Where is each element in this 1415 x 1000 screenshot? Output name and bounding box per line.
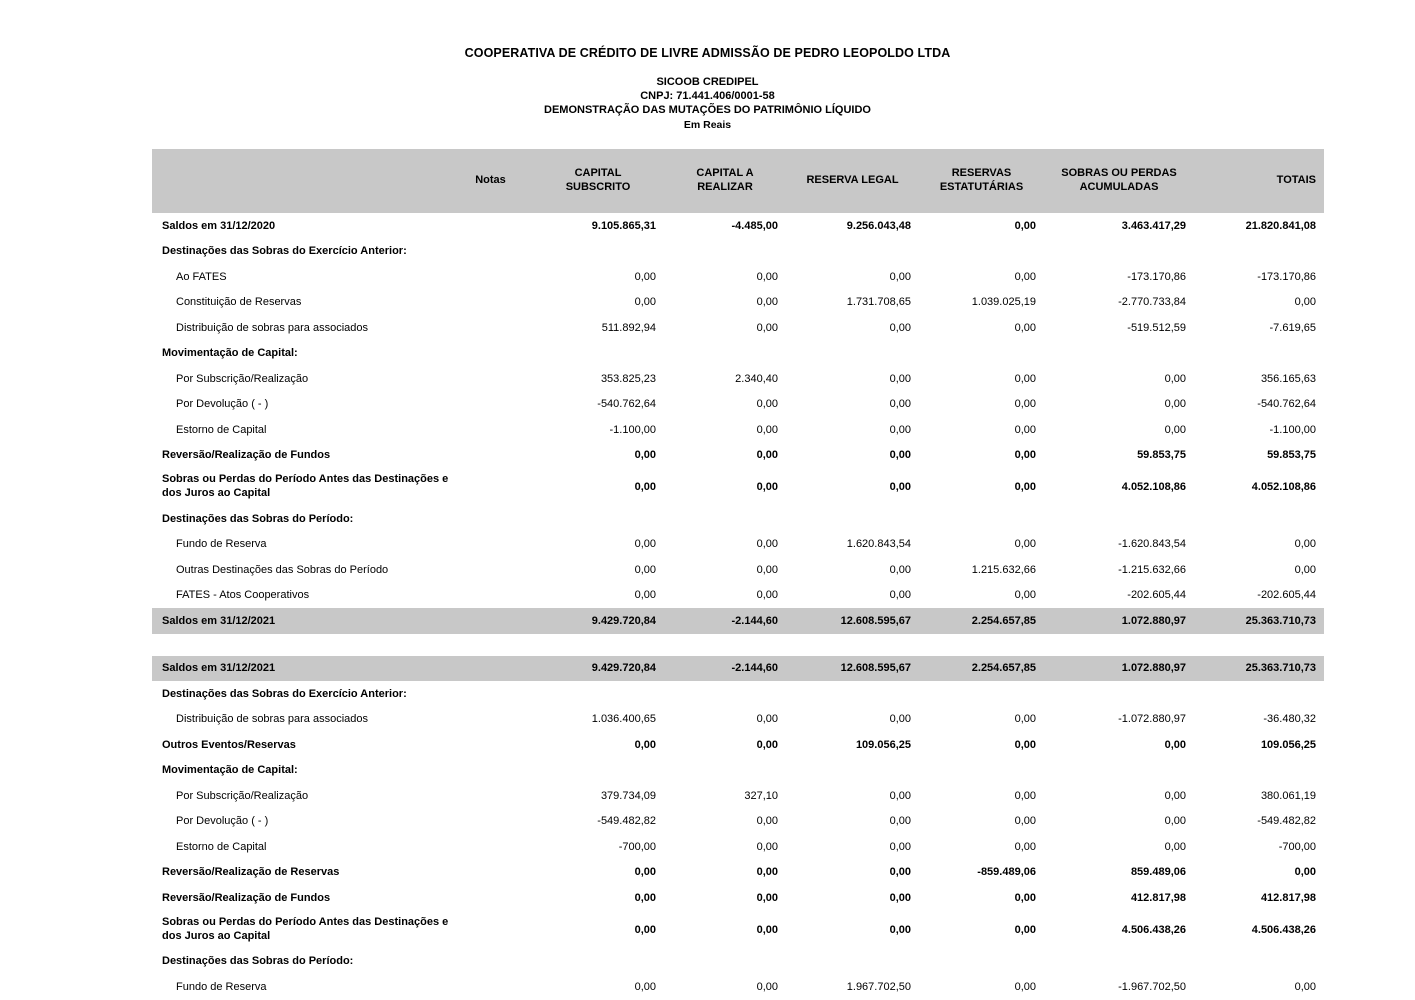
row-notas <box>457 557 532 583</box>
row-value: 0,00 <box>1014 398 1036 411</box>
row-value: 0,00 <box>756 815 778 828</box>
row-value: 379.734,09 <box>600 789 656 802</box>
row-value: 356.165,63 <box>1260 372 1316 385</box>
row-value: -173.170,86 <box>1127 270 1186 283</box>
col-header-capital-a-realizar-l2: REALIZAR <box>697 181 753 193</box>
row-value: 0,00 <box>756 423 778 436</box>
row-label: Destinações das Sobras do Período: <box>162 955 354 968</box>
row-value: 0,00 <box>1014 713 1036 726</box>
row-notas <box>457 392 532 418</box>
row-value <box>532 758 664 784</box>
row-value: 412.817,98 <box>1260 891 1316 904</box>
row-value: 0,00 <box>1014 538 1036 551</box>
table-row <box>152 264 1324 290</box>
row-value: 511.892,94 <box>601 321 656 334</box>
row-value: 859.489,06 <box>1130 866 1186 879</box>
row-value: 0,00 <box>889 891 911 904</box>
row-value: 0,00 <box>756 866 778 879</box>
row-notas <box>457 732 532 758</box>
row-value: -2.144,60 <box>664 608 786 634</box>
row-value <box>664 506 786 532</box>
row-value <box>1194 506 1324 532</box>
row-value: 0,00 <box>756 296 778 309</box>
row-value: 0,00 <box>889 563 911 576</box>
row-value: 0,00 <box>1014 840 1036 853</box>
row-value: -4.485,00 <box>731 219 778 232</box>
row-value: 0,00 <box>1164 789 1186 802</box>
row-value: 0,00 <box>634 481 656 493</box>
row-label: Distribuição de sobras para associados <box>176 321 368 334</box>
row-value: 0,00 <box>1014 923 1036 936</box>
row-value: -1.215.632,66 <box>1118 563 1186 576</box>
row-notas <box>457 949 532 975</box>
row-value: 0,00 <box>1014 449 1036 462</box>
row-value: 0,00 <box>889 840 911 853</box>
row-label: Por Devolução ( - ) <box>176 815 269 828</box>
row-value <box>532 341 664 367</box>
row-value: 0,00 <box>1164 815 1186 828</box>
row-value: 0,00 <box>889 815 911 828</box>
row-value: -36.480,32 <box>1263 713 1316 726</box>
row-value: 0,00 <box>756 891 778 904</box>
table-row <box>152 315 1324 341</box>
row-value: -700,00 <box>1278 840 1316 853</box>
row-notas <box>457 681 532 707</box>
row-value <box>786 949 919 975</box>
table-row <box>152 809 1324 835</box>
row-value <box>786 506 919 532</box>
row-value: 412.817,98 <box>1130 891 1186 904</box>
row-value: -7.619,65 <box>1269 321 1316 334</box>
table-header <box>152 149 1324 213</box>
table-row <box>152 834 1324 860</box>
row-value: 0,00 <box>634 923 656 936</box>
row-value: 9.105.865,31 <box>591 219 656 232</box>
row-value <box>919 681 1044 707</box>
row-notas <box>457 213 532 239</box>
row-value <box>1044 341 1194 367</box>
row-value: 1.731.708,65 <box>846 296 911 309</box>
row-value: 0,00 <box>1164 372 1186 385</box>
row-value <box>919 949 1044 975</box>
row-notas <box>457 264 532 290</box>
row-value: 25.363.710,73 <box>1194 608 1324 634</box>
row-notas <box>457 443 532 469</box>
table-row <box>152 707 1324 733</box>
table-row <box>152 557 1324 583</box>
row-value <box>786 681 919 707</box>
row-value <box>1044 239 1194 265</box>
row-notas <box>457 885 532 911</box>
row-label: Constituição de Reservas <box>176 296 302 309</box>
col-header-capital-a-realizar-l1: CAPITAL A <box>696 167 754 180</box>
col-header-sobras-perdas-acumuladas <box>1044 149 1194 213</box>
table-row <box>152 506 1324 532</box>
row-notas <box>457 583 532 609</box>
table-body <box>152 213 1324 1000</box>
row-label: Estorno de Capital <box>176 840 267 853</box>
row-value: -549.482,82 <box>1257 815 1316 828</box>
row-value: 0,00 <box>889 449 911 462</box>
row-value: -540.762,64 <box>1257 398 1316 411</box>
row-value: 327,10 <box>744 789 778 802</box>
table-row <box>152 468 1324 506</box>
row-label: Ao FATES <box>176 270 227 283</box>
row-value: 1.072.880,97 <box>1044 656 1194 682</box>
row-value: -2.770.733,84 <box>1118 296 1186 309</box>
row-value: 1.072.880,97 <box>1044 608 1194 634</box>
row-value <box>919 506 1044 532</box>
brand-name: SICOOB CREDIPEL <box>656 76 759 88</box>
statement-title: DEMONSTRAÇÃO DAS MUTAÇÕES DO PATRIMÔNIO LÍQUIDO <box>544 104 871 116</box>
row-notas <box>457 911 532 949</box>
cnpj-line: CNPJ: 71.441.406/0001-58 <box>640 90 775 102</box>
row-value <box>1194 239 1324 265</box>
row-value: -1.967.702,50 <box>1118 980 1186 993</box>
row-value: -859.489,06 <box>977 866 1036 879</box>
row-notas <box>457 707 532 733</box>
row-value: -1.620.843,54 <box>1118 538 1186 551</box>
row-value: 0,00 <box>756 923 778 936</box>
row-value: 0,00 <box>756 589 778 602</box>
row-value: 0,00 <box>1014 219 1036 232</box>
row-value: -549.482,82 <box>597 815 656 828</box>
row-value: 0,00 <box>889 923 911 936</box>
row-value: 0,00 <box>756 713 778 726</box>
row-value <box>919 239 1044 265</box>
col-header-capital-subscrito-l2: SUBSCRITO <box>565 181 631 193</box>
row-value: 0,00 <box>889 589 911 602</box>
row-value: 0,00 <box>1014 372 1036 385</box>
row-value <box>664 758 786 784</box>
row-value <box>1044 506 1194 532</box>
row-value <box>532 681 664 707</box>
row-value: 0,00 <box>756 840 778 853</box>
row-value: -202.605,44 <box>1127 589 1186 602</box>
row-label: Reversão/Realização de Reservas <box>162 866 340 879</box>
row-value <box>664 681 786 707</box>
row-value: 0,00 <box>756 980 778 993</box>
table-row <box>152 783 1324 809</box>
row-label: Saldos em 31/12/2020 <box>162 219 276 232</box>
row-label: Outras Destinações das Sobras do Período <box>176 563 389 576</box>
row-value: -202.605,44 <box>1257 589 1316 602</box>
col-header-totais: TOTAIS <box>1194 149 1324 213</box>
row-value: 353.825,23 <box>600 372 656 385</box>
row-label: Reversão/Realização de Fundos <box>162 891 331 904</box>
row-label: Reversão/Realização de Fundos <box>162 449 331 462</box>
row-value: 9.429.720,84 <box>532 608 664 634</box>
table-row <box>152 366 1324 392</box>
col-header-reserva-legal: RESERVA LEGAL <box>786 149 919 213</box>
row-value: 0,00 <box>634 891 656 904</box>
row-value: -1.100,00 <box>609 423 656 436</box>
row-notas <box>457 783 532 809</box>
row-value: 0,00 <box>634 563 656 576</box>
table-row <box>152 949 1324 975</box>
row-value <box>664 949 786 975</box>
row-notas <box>457 239 532 265</box>
row-value: 109.056,25 <box>855 738 911 751</box>
col-header-blank <box>152 149 457 213</box>
table-row <box>152 290 1324 316</box>
row-value: 9.429.720,84 <box>532 656 664 682</box>
row-notas <box>457 468 532 506</box>
row-value <box>532 239 664 265</box>
row-value: 1.620.843,54 <box>846 538 911 551</box>
row-notas <box>457 315 532 341</box>
row-notas <box>457 860 532 886</box>
table-spacer-row <box>152 634 1324 656</box>
row-value: 0,00 <box>889 713 911 726</box>
col-header-capital-a-realizar <box>664 149 786 213</box>
row-value <box>786 239 919 265</box>
row-value <box>1194 681 1324 707</box>
row-value: 0,00 <box>634 296 656 309</box>
row-value: 0,00 <box>1294 538 1316 551</box>
row-value: 3.463.417,29 <box>1121 219 1186 232</box>
row-value: 12.608.595,67 <box>786 608 919 634</box>
table-row <box>152 974 1324 1000</box>
row-value: 0,00 <box>756 481 778 493</box>
row-notas <box>457 417 532 443</box>
col-header-sobras-perdas-acumuladas-l2: ACUMULADAS <box>1079 181 1159 193</box>
row-value: -700,00 <box>618 840 656 853</box>
row-label: Saldos em 31/12/2021 <box>152 608 457 634</box>
row-value: 25.363.710,73 <box>1194 656 1324 682</box>
row-value: 2.340,40 <box>735 372 778 385</box>
row-value: 0,00 <box>1164 840 1186 853</box>
row-label: Outros Eventos/Reservas <box>162 738 296 751</box>
row-value: 0,00 <box>889 398 911 411</box>
table-row <box>152 532 1324 558</box>
document-header <box>0 0 1415 131</box>
row-value: 21.820.841,08 <box>1245 219 1316 232</box>
row-value: -540.762,64 <box>597 398 656 411</box>
row-value <box>532 506 664 532</box>
row-value: 0,00 <box>756 538 778 551</box>
row-label: FATES - Atos Cooperativos <box>176 589 310 602</box>
table-row <box>152 239 1324 265</box>
col-header-reservas-estatutarias <box>919 149 1044 213</box>
row-notas <box>457 656 532 682</box>
row-label: Destinações das Sobras do Período: <box>162 512 354 525</box>
table-row <box>152 860 1324 886</box>
row-value: 0,00 <box>889 423 911 436</box>
row-value: 4.506.438,26 <box>1121 923 1186 936</box>
row-value: 1.036.400,65 <box>591 713 656 726</box>
row-value: 0,00 <box>1294 563 1316 576</box>
row-value <box>1194 341 1324 367</box>
row-value <box>1044 758 1194 784</box>
row-value: 0,00 <box>1014 321 1036 334</box>
row-value: 109.056,25 <box>1260 738 1316 751</box>
row-value: 0,00 <box>1014 815 1036 828</box>
table-row <box>152 681 1324 707</box>
row-value: 0,00 <box>1014 270 1036 283</box>
row-value: 4.052.108,86 <box>1121 481 1186 493</box>
row-value: 0,00 <box>634 866 656 879</box>
row-label: Distribuição de sobras para associados <box>176 713 368 726</box>
row-value <box>1044 949 1194 975</box>
row-value <box>786 341 919 367</box>
row-value: 0,00 <box>1294 296 1316 309</box>
row-value: 0,00 <box>634 980 656 993</box>
row-value: 2.254.657,85 <box>919 656 1044 682</box>
row-notas <box>457 809 532 835</box>
table-row <box>152 656 1324 682</box>
row-value: 0,00 <box>889 481 911 493</box>
col-header-capital-subscrito-l1: CAPITAL <box>574 167 622 180</box>
row-value <box>532 949 664 975</box>
row-notas <box>457 758 532 784</box>
row-value: 0,00 <box>889 321 911 334</box>
table-row <box>152 341 1324 367</box>
row-notas <box>457 532 532 558</box>
row-value: 0,00 <box>634 589 656 602</box>
row-label: Sobras ou Perdas do Período Antes das Destinações e dos Juros ao Capital <box>162 473 449 499</box>
row-value <box>786 758 919 784</box>
row-value: 4.506.438,26 <box>1251 923 1316 936</box>
row-notas <box>457 341 532 367</box>
row-value: 0,00 <box>1014 738 1036 751</box>
row-label: Destinações das Sobras do Exercício Anterior: <box>162 687 407 700</box>
row-value: 0,00 <box>634 270 656 283</box>
row-value: 0,00 <box>889 866 911 879</box>
col-header-notas: Notas <box>457 149 532 213</box>
row-label: Destinações das Sobras do Exercício Anterior: <box>162 245 407 258</box>
row-value: 1.215.632,66 <box>971 563 1036 576</box>
row-label: Por Devolução ( - ) <box>176 398 269 411</box>
row-notas <box>457 608 532 634</box>
row-notas <box>457 834 532 860</box>
row-value <box>919 341 1044 367</box>
row-notas <box>457 506 532 532</box>
table-row <box>152 583 1324 609</box>
row-label: Sobras ou Perdas do Período Antes das Destinações e dos Juros ao Capital <box>162 915 449 942</box>
row-value: 2.254.657,85 <box>919 608 1044 634</box>
row-value: 0,00 <box>634 538 656 551</box>
row-label: Por Subscrição/Realização <box>176 372 309 385</box>
row-value: -1.100,00 <box>1269 423 1316 436</box>
row-value: -2.144,60 <box>664 656 786 682</box>
row-value: 0,00 <box>1294 866 1316 879</box>
row-value <box>664 239 786 265</box>
row-label: Fundo de Reserva <box>176 980 267 993</box>
row-value: 4.052.108,86 <box>1251 481 1316 493</box>
row-label: Movimentação de Capital: <box>162 764 298 777</box>
row-label: Por Subscrição/Realização <box>176 789 309 802</box>
row-value: 0,00 <box>1014 980 1036 993</box>
row-value <box>1194 949 1324 975</box>
row-value: 0,00 <box>889 789 911 802</box>
company-name: COOPERATIVA DE CRÉDITO DE LIVRE ADMISSÃO DE PEDRO LEOPOLDO LTDA <box>464 46 951 60</box>
row-label: Saldos em 31/12/2021 <box>152 656 457 682</box>
row-value: 0,00 <box>1164 423 1186 436</box>
table-row <box>152 885 1324 911</box>
spacer-cell <box>152 634 1324 656</box>
row-value: 0,00 <box>1164 398 1186 411</box>
row-value <box>919 758 1044 784</box>
row-value: -173.170,86 <box>1257 270 1316 283</box>
row-value: 0,00 <box>1294 980 1316 993</box>
table-row <box>152 732 1324 758</box>
row-label: Movimentação de Capital: <box>162 347 298 360</box>
row-notas <box>457 290 532 316</box>
row-value: -519.512,59 <box>1127 321 1186 334</box>
row-value: 0,00 <box>889 270 911 283</box>
table-row <box>152 392 1324 418</box>
row-value: 9.256.043,48 <box>846 219 911 232</box>
row-value: 0,00 <box>634 449 656 462</box>
row-value: 0,00 <box>1014 589 1036 602</box>
row-value: 0,00 <box>1014 789 1036 802</box>
row-value: 0,00 <box>756 449 778 462</box>
currency-note: Em Reais <box>683 119 732 131</box>
row-value: 0,00 <box>1014 423 1036 436</box>
row-value: 0,00 <box>889 372 911 385</box>
row-value <box>1194 758 1324 784</box>
col-header-reservas-estatutarias-l1: RESERVAS <box>951 167 1012 180</box>
col-header-sobras-perdas-acumuladas-l1: SOBRAS OU PERDAS <box>1061 167 1177 180</box>
row-label: Fundo de Reserva <box>176 538 267 551</box>
row-value: 0,00 <box>1014 481 1036 493</box>
row-label: Estorno de Capital <box>176 423 267 436</box>
row-value: 0,00 <box>756 321 778 334</box>
col-header-capital-subscrito <box>532 149 664 213</box>
table-row <box>152 758 1324 784</box>
row-value <box>1044 681 1194 707</box>
row-value: 0,00 <box>634 738 656 751</box>
row-notas <box>457 974 532 1000</box>
row-value: 59.853,75 <box>1137 449 1186 462</box>
row-value: 0,00 <box>756 398 778 411</box>
row-value: 0,00 <box>756 738 778 751</box>
row-value: 1.967.702,50 <box>846 980 911 993</box>
row-value: -1.072.880,97 <box>1118 713 1186 726</box>
col-header-reservas-estatutarias-l2: ESTATUTÁRIAS <box>939 181 1024 193</box>
row-notas <box>457 366 532 392</box>
row-value <box>664 341 786 367</box>
table-row <box>152 608 1324 634</box>
row-value: 12.608.595,67 <box>786 656 919 682</box>
row-value: 1.039.025,19 <box>971 296 1036 309</box>
table-row <box>152 417 1324 443</box>
equity-changes-table <box>152 149 1324 1000</box>
table-row <box>152 213 1324 239</box>
table-row <box>152 443 1324 469</box>
row-value: 0,00 <box>756 270 778 283</box>
row-value: 59.853,75 <box>1267 449 1316 462</box>
row-value: 0,00 <box>1014 891 1036 904</box>
row-value: 0,00 <box>756 563 778 576</box>
table-row <box>152 911 1324 949</box>
row-value: 380.061,19 <box>1260 789 1316 802</box>
row-value: 0,00 <box>1164 738 1186 751</box>
